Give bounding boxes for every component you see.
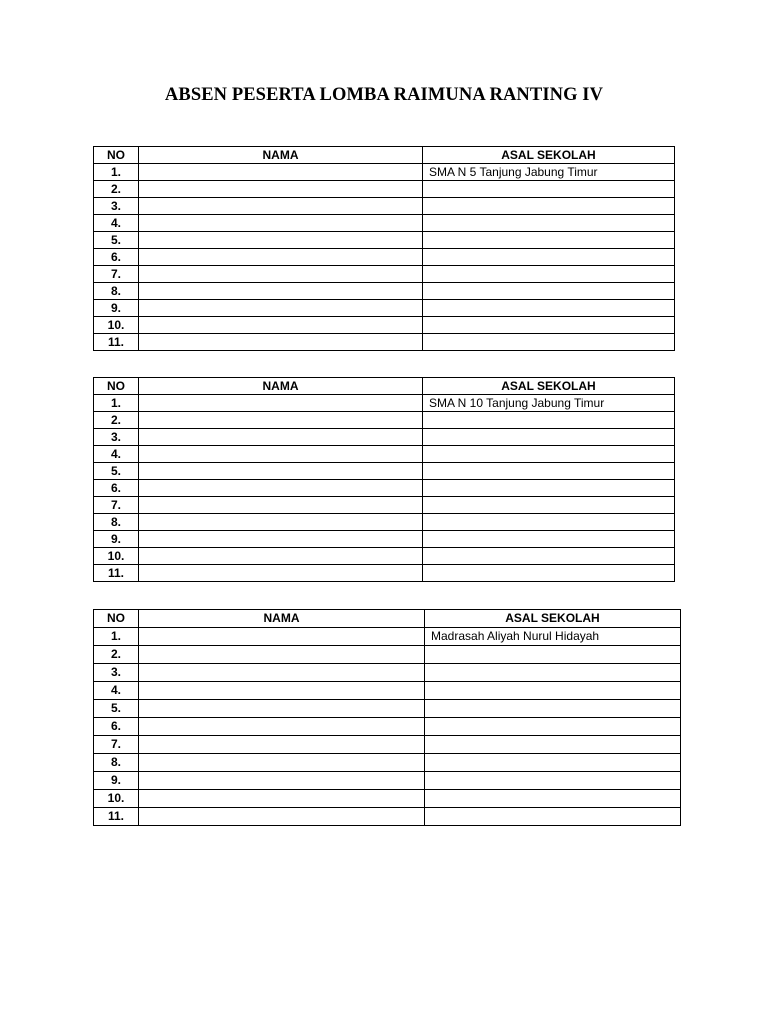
name-cell	[139, 531, 423, 548]
header-asal-sekolah: ASAL SEKOLAH	[423, 147, 675, 164]
school-cell	[423, 215, 675, 232]
row-number: 6.	[94, 249, 139, 266]
table-row	[94, 198, 675, 215]
school-cell	[423, 198, 675, 215]
name-cell	[139, 412, 423, 429]
row-number: 2.	[94, 181, 139, 198]
name-cell	[139, 463, 423, 480]
row-number: 2.	[94, 646, 139, 664]
name-cell	[139, 181, 423, 198]
school-cell	[423, 283, 675, 300]
name-cell	[139, 736, 425, 754]
school-cell	[425, 682, 681, 700]
name-cell	[139, 283, 423, 300]
school-cell	[423, 412, 675, 429]
header-nama: NAMA	[139, 378, 423, 395]
school-cell	[425, 736, 681, 754]
school-cell	[425, 646, 681, 664]
table-row	[94, 300, 675, 317]
school-cell	[423, 181, 675, 198]
header-asal-sekolah: ASAL SEKOLAH	[425, 610, 681, 628]
table-row	[94, 463, 675, 480]
name-cell	[139, 514, 423, 531]
table-row	[94, 790, 681, 808]
row-number: 7.	[94, 736, 139, 754]
table-row	[94, 664, 681, 682]
school-cell	[425, 808, 681, 826]
table-header-row	[94, 147, 675, 164]
name-cell	[139, 198, 423, 215]
table-row	[94, 412, 675, 429]
table-row	[94, 682, 681, 700]
school-cell	[425, 718, 681, 736]
name-cell	[139, 790, 425, 808]
school-cell	[425, 772, 681, 790]
table-row	[94, 181, 675, 198]
row-number: 10.	[94, 317, 139, 334]
table-header-row	[94, 378, 675, 395]
school-cell	[423, 446, 675, 463]
name-cell	[139, 446, 423, 463]
row-number: 1.	[94, 395, 139, 412]
row-number: 2.	[94, 412, 139, 429]
row-number: 5.	[94, 700, 139, 718]
school-cell	[425, 754, 681, 772]
school-cell: SMA N 5 Tanjung Jabung Timur	[423, 164, 675, 181]
name-cell	[139, 232, 423, 249]
table-row	[94, 164, 675, 181]
attendance-table-1	[93, 146, 675, 351]
table-row	[94, 283, 675, 300]
name-cell	[139, 334, 423, 351]
school-cell	[423, 514, 675, 531]
header-asal-sekolah: ASAL SEKOLAH	[423, 378, 675, 395]
row-number: 6.	[94, 480, 139, 497]
row-number: 8.	[94, 514, 139, 531]
school-cell	[425, 700, 681, 718]
header-no: NO	[94, 610, 139, 628]
school-cell	[423, 266, 675, 283]
name-cell	[139, 395, 423, 412]
name-cell	[139, 164, 423, 181]
header-nama: NAMA	[139, 610, 425, 628]
school-cell	[423, 463, 675, 480]
row-number: 3.	[94, 429, 139, 446]
school-cell	[423, 232, 675, 249]
school-cell	[423, 429, 675, 446]
name-cell	[139, 215, 423, 232]
name-cell	[139, 480, 423, 497]
name-cell	[139, 429, 423, 446]
name-cell	[139, 249, 423, 266]
row-number: 9.	[94, 531, 139, 548]
school-cell	[425, 664, 681, 682]
row-number: 4.	[94, 215, 139, 232]
table-row	[94, 395, 675, 412]
table-row	[94, 215, 675, 232]
row-number: 9.	[94, 772, 139, 790]
row-number: 10.	[94, 548, 139, 565]
header-no: NO	[94, 378, 139, 395]
name-cell	[139, 808, 425, 826]
table-row	[94, 514, 675, 531]
name-cell	[139, 317, 423, 334]
page-title: ABSEN PESERTA LOMBA RAIMUNA RANTING IV	[164, 85, 604, 105]
row-number: 3.	[94, 198, 139, 215]
table-row	[94, 249, 675, 266]
table-row	[94, 317, 675, 334]
row-number: 11.	[94, 334, 139, 351]
attendance-table-2	[93, 377, 675, 582]
row-number: 1.	[94, 164, 139, 181]
table-row	[94, 429, 675, 446]
name-cell	[139, 628, 425, 646]
table-row	[94, 497, 675, 514]
name-cell	[139, 646, 425, 664]
table-row	[94, 628, 681, 646]
name-cell	[139, 718, 425, 736]
name-cell	[139, 266, 423, 283]
table-row	[94, 565, 675, 582]
name-cell	[139, 548, 423, 565]
table-row	[94, 736, 681, 754]
school-cell	[423, 497, 675, 514]
school-cell: Madrasah Aliyah Nurul Hidayah	[425, 628, 681, 646]
table-header-row	[94, 610, 681, 628]
row-number: 6.	[94, 718, 139, 736]
school-cell	[423, 334, 675, 351]
table-row	[94, 646, 681, 664]
school-cell	[425, 790, 681, 808]
table-row	[94, 700, 681, 718]
row-number: 1.	[94, 628, 139, 646]
header-nama: NAMA	[139, 147, 423, 164]
table-row	[94, 754, 681, 772]
school-cell	[423, 531, 675, 548]
table-row	[94, 808, 681, 826]
school-cell	[423, 249, 675, 266]
name-cell	[139, 300, 423, 317]
name-cell	[139, 682, 425, 700]
table-row	[94, 718, 681, 736]
row-number: 4.	[94, 446, 139, 463]
table-row	[94, 266, 675, 283]
row-number: 3.	[94, 664, 139, 682]
name-cell	[139, 565, 423, 582]
table-row	[94, 548, 675, 565]
name-cell	[139, 664, 425, 682]
school-cell	[423, 548, 675, 565]
name-cell	[139, 772, 425, 790]
row-number: 7.	[94, 266, 139, 283]
table-row	[94, 772, 681, 790]
school-cell: SMA N 10 Tanjung Jabung Timur	[423, 395, 675, 412]
school-cell	[423, 480, 675, 497]
row-number: 11.	[94, 808, 139, 826]
row-number: 4.	[94, 682, 139, 700]
school-cell	[423, 317, 675, 334]
name-cell	[139, 754, 425, 772]
header-no: NO	[94, 147, 139, 164]
attendance-table-3	[93, 609, 681, 826]
table-row	[94, 334, 675, 351]
row-number: 9.	[94, 300, 139, 317]
row-number: 10.	[94, 790, 139, 808]
name-cell	[139, 700, 425, 718]
name-cell	[139, 497, 423, 514]
row-number: 7.	[94, 497, 139, 514]
row-number: 5.	[94, 232, 139, 249]
school-cell	[423, 565, 675, 582]
row-number: 5.	[94, 463, 139, 480]
table-row	[94, 480, 675, 497]
table-row	[94, 232, 675, 249]
school-cell	[423, 300, 675, 317]
row-number: 11.	[94, 565, 139, 582]
table-row	[94, 446, 675, 463]
table-row	[94, 531, 675, 548]
row-number: 8.	[94, 754, 139, 772]
row-number: 8.	[94, 283, 139, 300]
